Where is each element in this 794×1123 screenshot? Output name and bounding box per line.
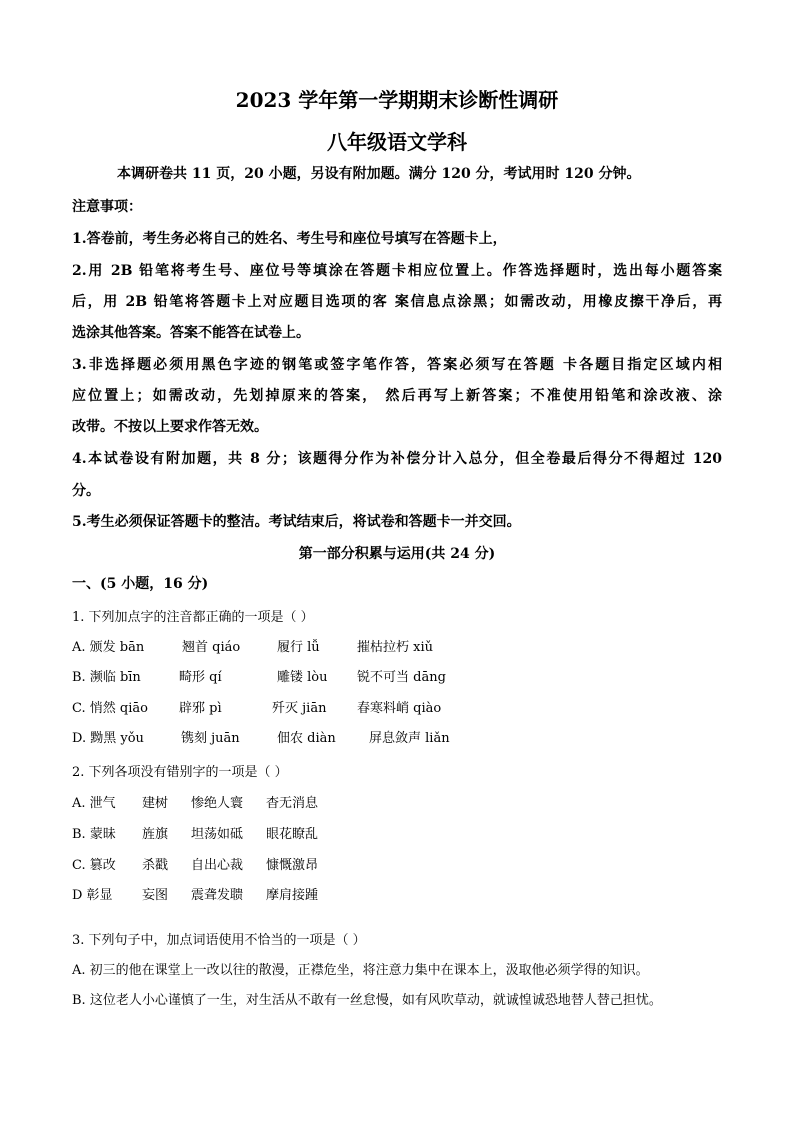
option-item: 杀戳 [142,858,169,873]
option-item: 屏息敛声 liǎn [369,731,450,746]
notice-line: 后，用 2B 铅笔将答题卡上对应题目选项的客 案信息点涂黑；如需改动，用橡皮擦干净后，再 [72,294,722,310]
question-1-stem: 1. 下列加点字的注音都正确的一项是（ ） [72,610,314,625]
notice-line: 3.非选择题必须用黑色字迹的钢笔或签字笔作答，答案必须写在答题 卡各题目指定区域内相 [72,357,722,373]
option-item: 翘首 qiáo [182,640,241,655]
option-item: 眼花瞭乱 [266,827,319,842]
notice-line: 应位置上；如需改动，先划掉原来的答案， 然后再写上新答案；不准使用铅笔和涂改液、涂 [72,388,722,404]
option-item: 杳无消息 [266,796,319,811]
notice-line: 1.答卷前，考生务必将自己的姓名、考生号和座位号填写在答题卡上， [72,231,507,247]
option-item: 摩肩接踵 [266,888,319,903]
question-2-stem: 2. 下列各项没有错别字的一项是（ ） [72,765,288,780]
option-item: 春寒料峭 qiào [357,701,442,716]
option-item: D. 黝黑 yǒu [72,731,144,746]
option-item: 慷慨激昂 [266,858,319,873]
option-item: D 彰显 [72,888,113,903]
question-3-option-b: B. 这位老人小心谨慎了一生，对生活从不敢有一丝怠慢，如有风吹草动，就诚惶诚恐地替人替己担忧。 [72,993,662,1008]
option-item: 摧枯拉朽 xiǔ [357,640,433,655]
option-item: 歼灭 jiān [272,701,327,716]
option-item: 旌旗 [142,827,169,842]
option-item: 雕镂 lòu [277,670,328,685]
option-item: 震聋发聩 [191,888,244,903]
option-item: 辟邪 pì [179,701,222,716]
option-item: 惨绝人寰 [191,796,244,811]
option-item: 佃农 diàn [277,731,336,746]
option-item: C. 篡改 [72,858,116,873]
option-item: 自出心裁 [191,858,244,873]
option-item: 履行 lǚ [277,640,320,655]
option-item: C. 悄然 qiāo [72,701,148,716]
option-item: A. 颁发 bān [72,640,145,655]
exam-intro: 本调研卷共 11 页，20 小题，另设有附加题。满分 120 分，考试用时 120 分钟。 [117,166,641,182]
question-3-stem: 3. 下列句子中，加点词语使用不恰当的一项是（ ） [72,933,366,948]
notice-line: 改带。不按以上要求作答无效。 [72,419,268,435]
option-item: 畸形 qí [179,670,222,685]
notice-line: 2.用 2B 铅笔将考生号、座位号等填涂在答题卡相应位置上。作答选择题时，选出每小题答案 [72,263,722,279]
notice-line: 选涂其他答案。答案不能答在试卷上。 [72,325,310,341]
notice-line: 分。 [72,483,100,499]
option-item: A. 泄气 [72,796,116,811]
option-item: B. 濒临 bīn [72,670,141,685]
option-item: 妄图 [142,888,169,903]
option-item: B. 蒙昧 [72,827,116,842]
option-item: 坦荡如砥 [191,827,244,842]
part-title: 第一部分积累与运用(共 24 分) [298,546,496,562]
notice-line: 5.考生必须保证答题卡的整洁。考试结束后，将试卷和答题卡一并交回。 [72,514,521,530]
question-3-option-a: A. 初三的他在课堂上一改以往的散漫，正襟危坐，将注意力集中在课本上，汲取他必须学得的知识。 [72,963,649,978]
section-heading: 一、(5 小题，16 分) [72,576,209,592]
option-item: 锐不可当 dāng [357,670,446,685]
exam-subtitle: 八年级语文学科 [327,130,467,154]
notice-heading: 注意事项： [72,199,142,215]
notice-line: 4.本试卷设有附加题，共 8 分；该题得分作为补偿分计入总分，但全卷最后得分不得超过 120 [72,451,722,467]
option-item: 镌刻 juān [181,731,240,746]
option-item: 建树 [142,796,169,811]
exam-title: 2023 学年第一学期期末诊断性调研 [235,88,559,112]
